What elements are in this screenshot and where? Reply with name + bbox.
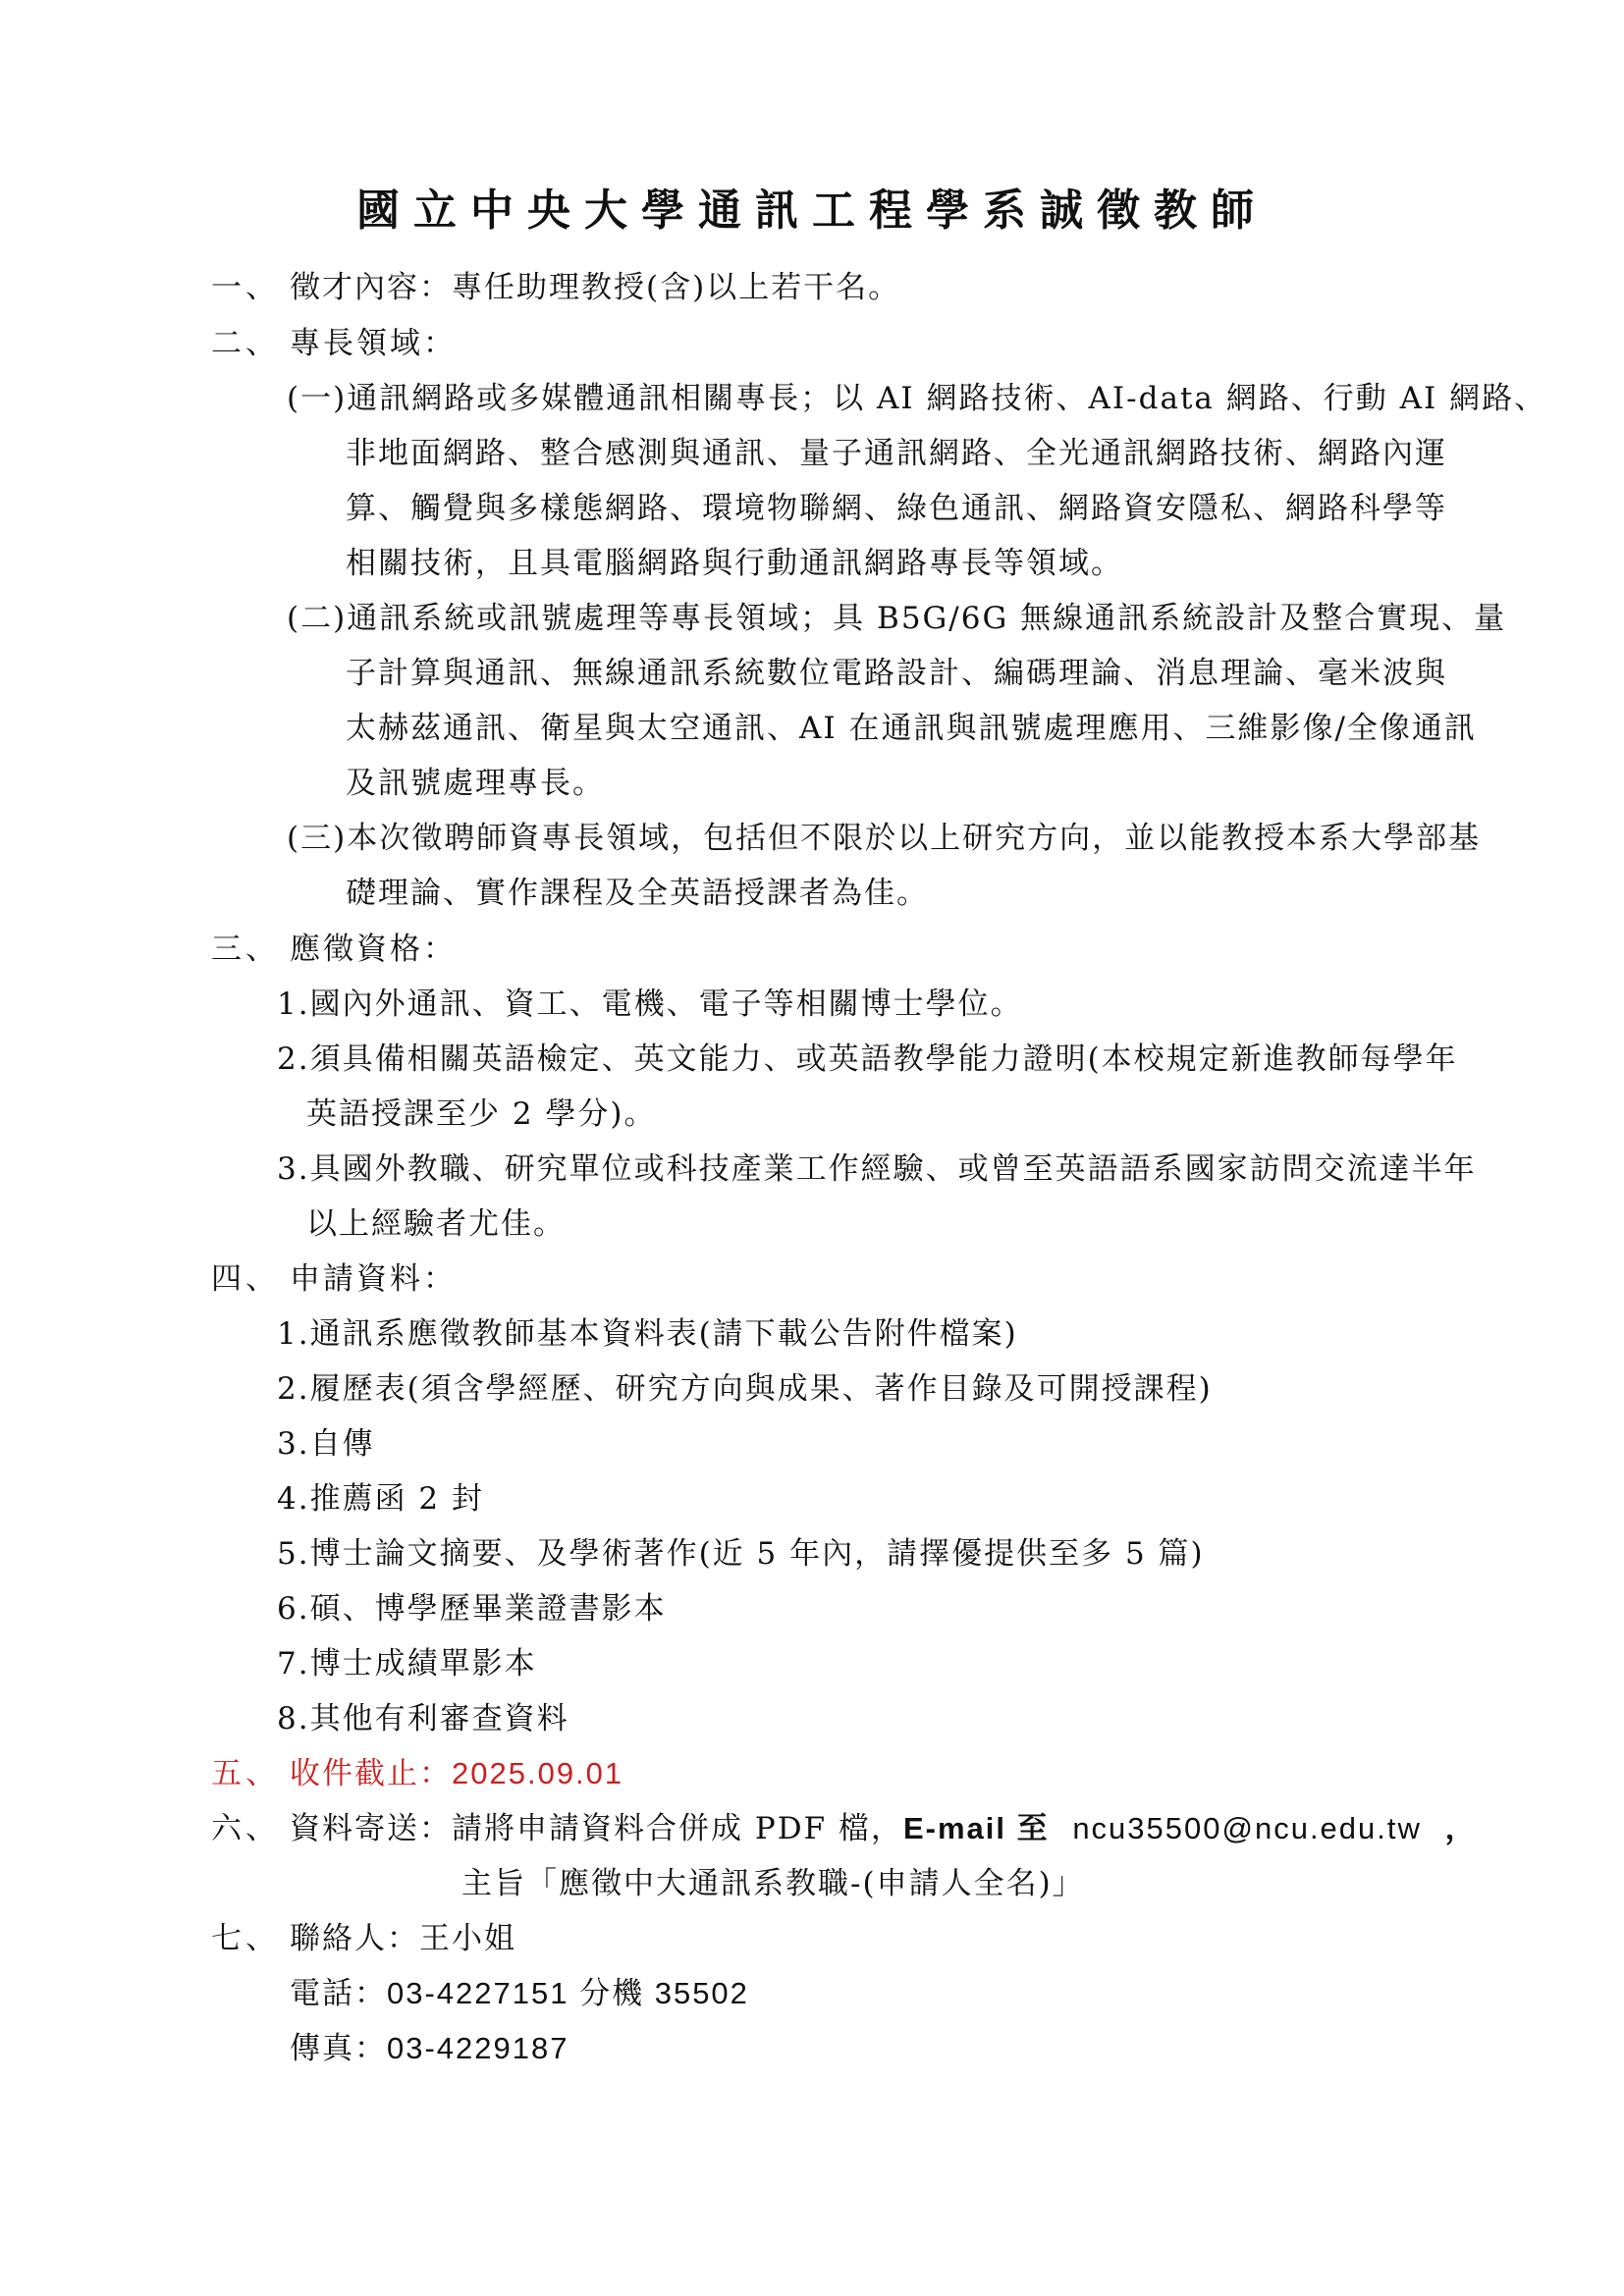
- section-7-line: [290, 1919, 516, 1958]
- section-1-text: 專任助理教授(含)以上若干名。: [452, 270, 901, 305]
- section-4-label: 申請資料：: [290, 1261, 457, 1297]
- section-3-number: 三、: [211, 932, 280, 967]
- section-1-label: 徵才內容：: [290, 270, 452, 305]
- email-subject-line: 主旨「應徵中大通訊系教職-(申請人全名)」: [461, 1866, 1085, 1901]
- section-7-number: 七、: [211, 1921, 280, 1956]
- section-4-item-1: 1.通訊系應徵教師基本資料表(請下載公告附件檔案): [277, 1316, 1018, 1352]
- section-2-item-1-line-3: 算、觸覺與多樣態網路、環境物聯網、綠色通訊、網路資安隱私、網路科學等: [346, 491, 1447, 526]
- section-2-number: 二、: [211, 326, 280, 361]
- email-address[interactable]: ncu35500@ncu.edu.tw: [1072, 1811, 1422, 1845]
- section-3-item-3-line-2: 以上經驗者尤佳。: [306, 1206, 566, 1242]
- section-3-item-2-line-1: 2.須具備相關英語檢定、英文能力、或英語教學能力證明(本校規定新進教師每學年: [277, 1041, 1458, 1077]
- section-2-item-2-line-1: (二)通訊系統或訊號處理等專長領域；具 B5G/6G 無線通訊系統設計及整合實現、量: [287, 601, 1507, 636]
- section-4-item-4: 4.推薦函 2 封: [277, 1481, 485, 1517]
- section-2-item-2-line-2: 子計算與通訊、無線通訊系統數位電路設計、編碼理論、消息理論、毫米波與: [346, 656, 1447, 691]
- section-3-label: 應徵資格：: [290, 932, 457, 967]
- section-6-text: 請將申請資料合併成 PDF 檔，: [452, 1811, 903, 1846]
- section-5-number: 五、: [211, 1756, 280, 1791]
- section-6-comma: ，: [1444, 1811, 1478, 1846]
- contact-phone-line: [290, 1974, 749, 2013]
- section-5-line: [290, 1754, 623, 1793]
- section-4-item-3: 3.自傳: [277, 1426, 375, 1462]
- section-5-label: 收件截止：: [290, 1756, 452, 1791]
- section-3-item-1-line-1: 1.國內外通訊、資工、電機、電子等相關博士學位。: [277, 987, 1023, 1022]
- page-title: 國立中央大學通訊工程學系誠徵教師: [356, 186, 1268, 236]
- section-3-item-3-line-1: 3.具國外教職、研究單位或科技產業工作經驗、或曾至英語語系國家訪問交流達半年: [277, 1151, 1477, 1187]
- section-2-item-3-line-1: (三)本次徵聘師資專長領域，包括但不限於以上研究方向，並以能教授本系大學部基: [287, 821, 1482, 856]
- contact-fax-line: [290, 2029, 569, 2068]
- section-2-item-2-line-4: 及訊號處理專長。: [346, 766, 605, 801]
- contact-name: 王小姐: [419, 1921, 516, 1956]
- section-2-item-2-line-3: 太赫茲通訊、衛星與太空通訊、AI 在通訊與訊號處理應用、三維影像/全像通訊: [346, 711, 1477, 746]
- section-6-line: [290, 1809, 1478, 1848]
- section-1-line: [290, 268, 900, 307]
- section-4-item-8: 8.其他有利審查資料: [277, 1701, 569, 1736]
- section-6-number: 六、: [211, 1811, 280, 1846]
- section-3-item-2-line-2: 英語授課至少 2 學分)。: [306, 1096, 657, 1132]
- section-2-item-3-line-2: 礎理論、實作課程及全英語授課者為佳。: [346, 876, 929, 911]
- section-4-item-6: 6.碩、博學歷畢業證書影本: [277, 1591, 667, 1627]
- section-2-label: 專長領域：: [290, 326, 457, 361]
- section-1-number: 一、: [211, 270, 280, 305]
- section-4-item-7: 7.博士成績單影本: [277, 1646, 537, 1682]
- section-4-item-2: 2.履歷表(須含學經歷、研究方向與成果、著作目錄及可開授課程): [277, 1371, 1213, 1407]
- section-4-item-5: 5.博士論文摘要、及學術著作(近 5 年內，請擇優提供至多 5 篇): [277, 1536, 1205, 1572]
- phone-label: 電話：: [290, 1976, 387, 2011]
- fax-number: 03-4229187: [387, 2031, 569, 2065]
- section-4-number: 四、: [211, 1261, 280, 1297]
- section-7-label: 聯絡人：: [290, 1921, 419, 1956]
- deadline-date: 2025.09.01: [452, 1756, 624, 1790]
- section-2-item-1-line-4: 相關技術，且具電腦網路與行動通訊網路專長等領域。: [346, 546, 1123, 581]
- fax-label: 傳真：: [290, 2031, 387, 2066]
- phone-number: 03-4227151 分機 35502: [387, 1976, 749, 2010]
- section-2-item-1-line-2: 非地面網路、整合感測與通訊、量子通訊網路、全光通訊網路技術、網路內運: [346, 436, 1447, 471]
- email-label: E-mail 至: [902, 1811, 1050, 1845]
- section-6-label: 資料寄送：: [290, 1811, 452, 1846]
- section-2-item-1-line-1: (一)通訊網路或多媒體通訊相關專長；以 AI 網路技術、AI-data 網路、行動 AI 網路、: [287, 381, 1547, 416]
